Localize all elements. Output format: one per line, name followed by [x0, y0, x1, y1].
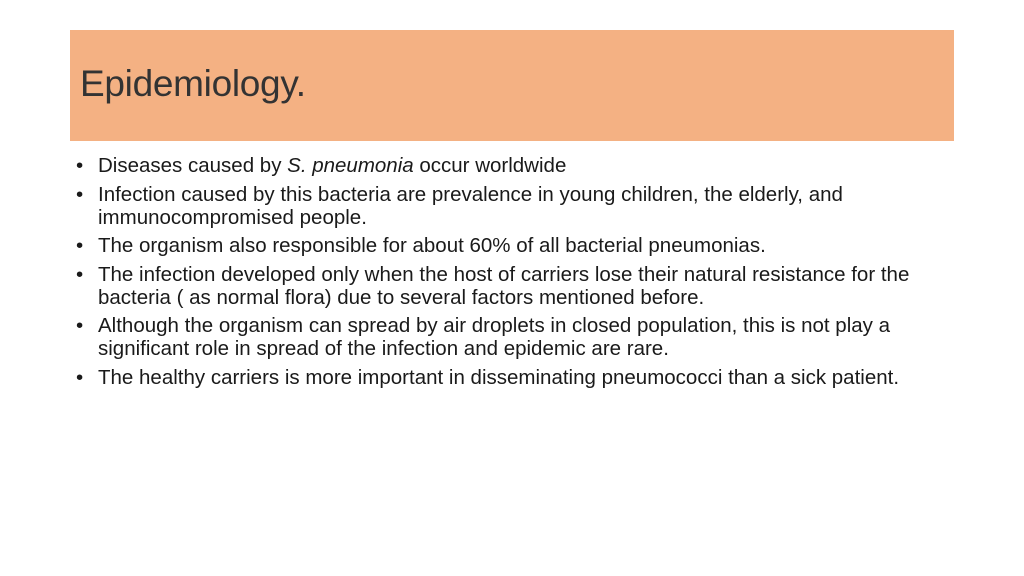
bullet-item	[76, 234, 952, 257]
bullet-icon: •	[76, 314, 84, 337]
bullet-icon: •	[76, 182, 84, 206]
bullet-text: The infection developed only when the host of carriers lose their natural resistance for the bacteria ( as normal flora) due to several factors mentioned before.	[98, 262, 910, 309]
bullet-text-part: Diseases caused by	[98, 154, 288, 177]
bullet-list	[76, 154, 952, 394]
bullet-icon: •	[76, 154, 84, 177]
bullet-text: Although the organism can spread by air droplets in closed population, this is not play a significant role in spread of the infection and epidemic are rare.	[98, 314, 891, 360]
bullet-text: Infection caused by this bacteria are prevalence in young children, the elderly, and immunocompromised people.	[98, 182, 843, 229]
title-band	[70, 30, 954, 141]
bullet-item	[76, 314, 952, 360]
bullet-icon: •	[76, 262, 84, 286]
bullet-icon: •	[76, 234, 84, 257]
bullet-text-part: occur worldwide	[413, 154, 567, 177]
bullet-text: The organism also responsible for about 60% of all bacterial pneumonias.	[98, 234, 766, 257]
bullet-text-italic: S. pneumonia	[287, 154, 414, 177]
bullet-item	[76, 366, 952, 389]
bullet-item	[76, 263, 952, 309]
bullet-item	[76, 183, 952, 229]
bullet-item	[76, 154, 952, 177]
bullet-icon: •	[76, 365, 84, 389]
bullet-text: The healthy carriers is more important in disseminating pneumococci than a sick patient.	[98, 365, 900, 389]
slide-title: Epidemiology.	[80, 63, 306, 104]
